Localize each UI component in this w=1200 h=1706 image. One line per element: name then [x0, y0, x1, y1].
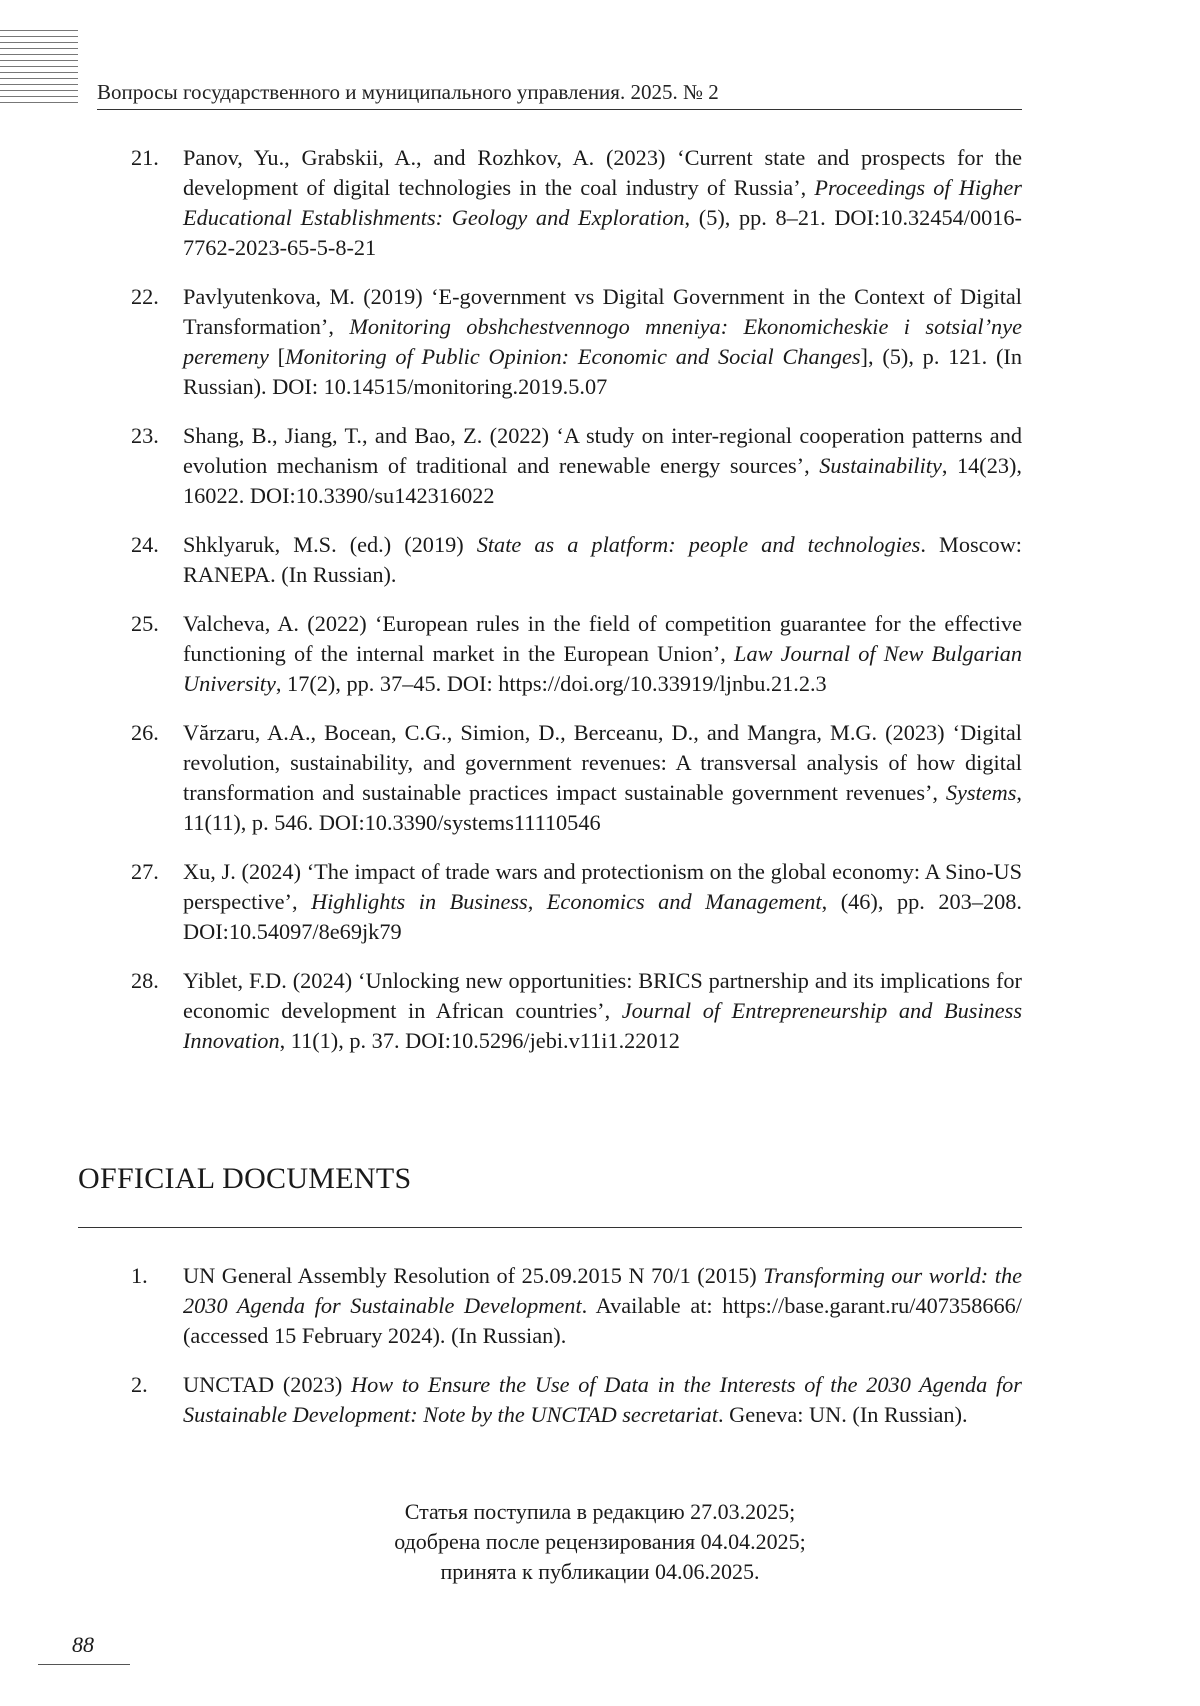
reference-text: , 17(2), pp. 37–45. DOI: https://doi.org/10.33919/ljnbu.21.2.3	[275, 671, 827, 696]
reference-title-italic: Monitoring of Public Opinion: Economic and Social Changes	[285, 344, 861, 369]
page-number: 88	[72, 1632, 94, 1657]
reference-text: , 11(1), p. 37. DOI:10.5296/jebi.v11i1.22012	[279, 1028, 680, 1053]
reference-item	[131, 282, 1022, 402]
reference-text: Shklyaruk, M.S. (ed.) (2019)	[183, 532, 477, 557]
reference-text: . Geneva: UN. (In Russian).	[718, 1402, 968, 1427]
reference-item	[131, 421, 1022, 511]
article-dates	[0, 1497, 1200, 1587]
reference-title-italic: Journal of Entrepreneurship and Business Innovation	[183, 998, 1022, 1053]
section-rule	[78, 1227, 1022, 1228]
reference-text: , (5), pp. 8–21. DOI:10.32454/0016-7762-2023-65-5-8-21	[183, 205, 1022, 260]
header-rule	[97, 109, 1022, 110]
reference-number: 1.	[131, 1263, 148, 1288]
references-list	[131, 143, 1022, 1075]
reference-number: 2.	[131, 1372, 148, 1397]
reference-item	[131, 1261, 1022, 1351]
reference-text: ], (5), p. 121. (In Russian). DOI: 10.14515/monitoring.2019.5.07	[183, 344, 1022, 399]
header-stripes-decoration	[0, 30, 78, 108]
reference-title-italic: State as a platform: people and technologies	[476, 532, 921, 557]
reference-number: 28.	[131, 968, 159, 993]
reference-text: Xu, J. (2024) ‘The impact of trade wars and protectionism on the global economy: A Sino-US perspective’,	[183, 859, 1022, 914]
reference-text: Valcheva, A. (2022) ‘European rules in the field of competition guarantee for the effective functioning of the internal market in the European Union’,	[183, 611, 1022, 666]
reference-text: Vărzaru, A.A., Bocean, C.G., Simion, D., Berceanu, D., and Mangra, M.G. (2023) ‘Digital revolution, sustainability, and government revenues: A transversal analysis of how digital transformation and sustainable practices impact sustainable government revenues’,	[183, 720, 1022, 805]
reference-item	[131, 609, 1022, 699]
accepted-date: принята к публикации 04.06.2025.	[440, 1559, 760, 1584]
reference-text: [	[268, 344, 286, 369]
reference-text: Pavlyutenkova, M. (2019) ‘E-government vs Digital Government in the Context of Digital Transformation’,	[183, 284, 1022, 339]
reference-title-italic: Highlights in Business, Economics and Management	[311, 889, 822, 914]
running-head: Вопросы государственного и муниципального управления. 2025. № 2	[97, 80, 719, 104]
reference-title-italic: Systems	[945, 780, 1017, 805]
reference-title-italic: Proceedings of Higher Educational Establishments: Geology and Exploration	[183, 175, 1022, 230]
reference-number: 23.	[131, 423, 159, 448]
reference-title-italic: Sustainability	[819, 453, 942, 478]
reference-item	[131, 530, 1022, 590]
reference-text: . Available at: https://base.garant.ru/407358666/ (accessed 15 February 2024). (In Russian).	[183, 1293, 1022, 1348]
reference-text: , 11(11), p. 546. DOI:10.3390/systems11110546	[183, 780, 1022, 835]
reference-item	[131, 1370, 1022, 1430]
reference-text: , 14(23), 16022. DOI:10.3390/su142316022	[183, 453, 1023, 508]
reference-text: Yiblet, F.D. (2024) ‘Unlocking new opportunities: BRICS partnership and its implications for economic development in African countries’,	[183, 968, 1022, 1023]
reference-text: Panov, Yu., Grabskii, A., and Rozhkov, A. (2023) ‘Current state and prospects for the development of digital technologies in the coal industry of Russia’,	[183, 145, 1022, 200]
page-number-rule	[38, 1664, 130, 1665]
reference-title-italic: Monitoring obshchestvennogo mneniya: Ekonomicheskie i sotsial’nye peremeny	[183, 314, 1022, 369]
reference-number: 21.	[131, 145, 159, 170]
reference-item	[131, 966, 1022, 1056]
reference-item	[131, 857, 1022, 947]
reference-number: 26.	[131, 720, 159, 745]
reference-text: , (46), pp. 203–208. DOI:10.54097/8e69jk79	[183, 889, 1022, 944]
reference-item	[131, 143, 1022, 263]
reference-number: 25.	[131, 611, 159, 636]
reference-number: 27.	[131, 859, 159, 884]
official-documents-list	[131, 1261, 1022, 1449]
reference-text: Shang, B., Jiang, T., and Bao, Z. (2022) ‘A study on inter-regional cooperation patterns and evolution mechanism of traditional and renewable energy sources’,	[183, 423, 1022, 478]
reference-number: 24.	[131, 532, 159, 557]
reference-text: UNCTAD (2023)	[183, 1372, 351, 1397]
received-date: Статья поступила в редакцию 27.03.2025;	[404, 1499, 796, 1524]
reference-text: UN General Assembly Resolution of 25.09.2015 N 70/1 (2015)	[183, 1263, 764, 1288]
approved-date: одобрена после рецензирования 04.04.2025;	[394, 1529, 806, 1554]
reference-title-italic: Law Journal of New Bulgarian University	[183, 641, 1022, 696]
reference-text: . Moscow: RANEPA. (In Russian).	[183, 532, 1022, 587]
reference-title-italic: Transforming our world: the 2030 Agenda for Sustainable Development	[183, 1263, 1023, 1318]
reference-number: 22.	[131, 284, 159, 309]
reference-title-italic: How to Ensure the Use of Data in the Interests of the 2030 Agenda for Sustainable Development: Note by the UNCTAD secretariat	[183, 1372, 1022, 1427]
section-title-official-documents: OFFICIAL DOCUMENTS	[78, 1162, 412, 1195]
reference-item	[131, 718, 1022, 838]
